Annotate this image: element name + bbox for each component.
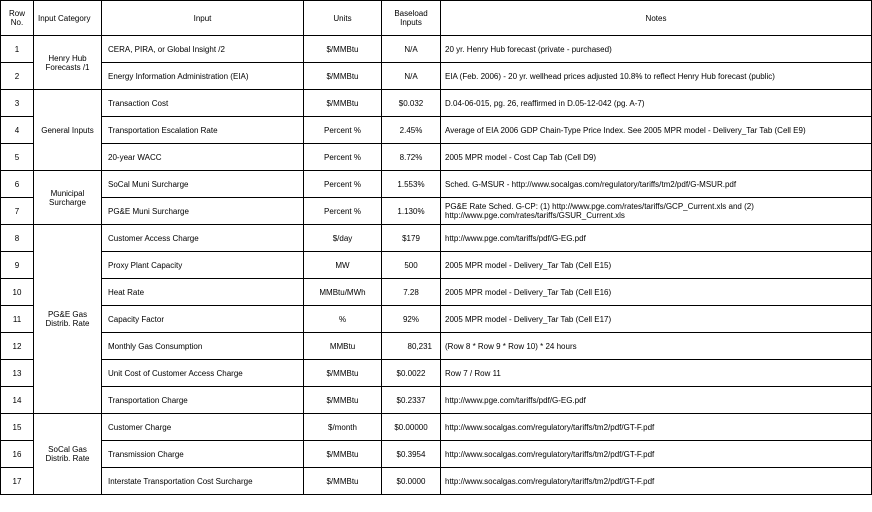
units-cell: $/MMBtu [304,90,382,117]
table-row [1,117,872,144]
input-name-cell: Transaction Cost [102,90,304,117]
row-number-cell: 15 [1,414,34,441]
row-number-cell: 5 [1,144,34,171]
table-row [1,90,872,117]
units-cell: $/month [304,414,382,441]
row-number-cell: 17 [1,468,34,495]
notes-cell: Row 7 / Row 11 [441,360,872,387]
row-number-cell: 1 [1,36,34,63]
notes-cell: Sched. G-MSUR - http://www.socalgas.com/regulatory/tariffs/tm2/pdf/G-MSUR.pdf [441,171,872,198]
units-cell: MMBtu [304,333,382,360]
units-cell: $/MMBtu [304,468,382,495]
header-input-category: Input Category [34,1,102,36]
baseload-value-cell: N/A [382,36,441,63]
units-cell: $/MMBtu [304,63,382,90]
header-units: Units [304,1,382,36]
input-name-cell: Unit Cost of Customer Access Charge [102,360,304,387]
baseload-value-cell: $179 [382,225,441,252]
notes-cell: EIA (Feb. 2006) - 20 yr. wellhead prices adjusted 10.8% to reflect Henry Hub forecast (public) [441,63,872,90]
units-cell: Percent % [304,117,382,144]
units-cell: MMBtu/MWh [304,279,382,306]
notes-cell: (Row 8 * Row 9 * Row 10) * 24 hours [441,333,872,360]
table-row [1,306,872,333]
units-cell: $/MMBtu [304,387,382,414]
input-name-cell: PG&E Muni Surcharge [102,198,304,225]
row-number-cell: 11 [1,306,34,333]
category-cell-general: General Inputs [34,90,102,171]
input-name-cell: Transportation Escalation Rate [102,117,304,144]
baseload-value-cell: 1.553% [382,171,441,198]
table-row [1,63,872,90]
input-name-cell: Capacity Factor [102,306,304,333]
notes-cell: 2005 MPR model - Delivery_Tar Tab (Cell E17) [441,306,872,333]
input-name-cell: Transportation Charge [102,387,304,414]
notes-cell: http://www.socalgas.com/regulatory/tariffs/tm2/pdf/GT-F.pdf [441,468,872,495]
baseload-value-cell: $0.00000 [382,414,441,441]
row-number-cell: 12 [1,333,34,360]
table-row [1,387,872,414]
table-row [1,36,872,63]
notes-cell: 2005 MPR model - Delivery_Tar Tab (Cell E16) [441,279,872,306]
input-name-cell: Customer Access Charge [102,225,304,252]
input-name-cell: SoCal Muni Surcharge [102,171,304,198]
input-name-cell: Heat Rate [102,279,304,306]
row-number-cell: 14 [1,387,34,414]
row-number-cell: 3 [1,90,34,117]
row-number-cell: 16 [1,441,34,468]
header-notes: Notes [441,1,872,36]
notes-cell: D.04-06-015, pg. 26, reaffirmed in D.05-12-042 (pg. A-7) [441,90,872,117]
notes-cell: PG&E Rate Sched. G-CP: (1) http://www.pge.com/rates/tariffs/GCP_Current.xls and (2) http://www.pge.com/rates/tariffs/GSUR_Current.xls [441,198,872,225]
header-row [1,1,872,36]
table-row [1,468,872,495]
category-cell-municipal: Municipal Surcharge [34,171,102,225]
input-name-cell: Interstate Transportation Cost Surcharge [102,468,304,495]
notes-cell: http://www.socalgas.com/regulatory/tariffs/tm2/pdf/GT-F.pdf [441,441,872,468]
units-cell: $/MMBtu [304,441,382,468]
category-cell-socal: SoCal Gas Distrib. Rate [34,414,102,495]
notes-cell: http://www.socalgas.com/regulatory/tariffs/tm2/pdf/GT-F.pdf [441,414,872,441]
input-name-cell: Transmission Charge [102,441,304,468]
header-baseload-inputs: Baseload Inputs [382,1,441,36]
input-name-cell: Energy Information Administration (EIA) [102,63,304,90]
row-number-cell: 6 [1,171,34,198]
notes-cell: http://www.pge.com/tariffs/pdf/G-EG.pdf [441,387,872,414]
baseload-value-cell: $0.0000 [382,468,441,495]
table-row [1,441,872,468]
table-row [1,279,872,306]
input-name-cell: 20-year WACC [102,144,304,171]
baseload-value-cell: N/A [382,63,441,90]
input-name-cell: CERA, PIRA, or Global Insight /2 [102,36,304,63]
row-number-cell: 13 [1,360,34,387]
input-name-cell: Monthly Gas Consumption [102,333,304,360]
category-cell-pge: PG&E Gas Distrib. Rate [34,225,102,414]
baseload-value-cell: $0.032 [382,90,441,117]
table-row [1,225,872,252]
baseload-value-cell: 7.28 [382,279,441,306]
units-cell: Percent % [304,144,382,171]
units-cell: Percent % [304,171,382,198]
category-cell-henry-hub: Henry Hub Forecasts /1 [34,36,102,90]
baseload-value-cell: 80,231 [382,333,441,360]
units-cell: MW [304,252,382,279]
header-row-no: Row No. [1,1,34,36]
baseload-value-cell: 1.130% [382,198,441,225]
baseload-value-cell: 92% [382,306,441,333]
row-number-cell: 2 [1,63,34,90]
notes-cell: Average of EIA 2006 GDP Chain-Type Price Index. See 2005 MPR model - Delivery_Tar Tab (Cell E9) [441,117,872,144]
units-cell: $/MMBtu [304,360,382,387]
row-number-cell: 10 [1,279,34,306]
input-name-cell: Proxy Plant Capacity [102,252,304,279]
header-input: Input [102,1,304,36]
baseload-value-cell: 8.72% [382,144,441,171]
table-row [1,198,872,225]
units-cell: $/day [304,225,382,252]
table-row [1,360,872,387]
notes-cell: http://www.pge.com/tariffs/pdf/G-EG.pdf [441,225,872,252]
notes-cell: 20 yr. Henry Hub forecast (private - purchased) [441,36,872,63]
table-row [1,414,872,441]
table-row [1,171,872,198]
table-row [1,252,872,279]
baseload-value-cell: 2.45% [382,117,441,144]
table-row [1,144,872,171]
row-number-cell: 8 [1,225,34,252]
notes-cell: 2005 MPR model - Cost Cap Tab (Cell D9) [441,144,872,171]
units-cell: $/MMBtu [304,36,382,63]
units-cell: Percent % [304,198,382,225]
row-number-cell: 9 [1,252,34,279]
notes-cell: 2005 MPR model - Delivery_Tar Tab (Cell E15) [441,252,872,279]
row-number-cell: 4 [1,117,34,144]
input-name-cell: Customer Charge [102,414,304,441]
table-row [1,333,872,360]
units-cell: % [304,306,382,333]
row-number-cell: 7 [1,198,34,225]
baseload-value-cell: $0.3954 [382,441,441,468]
baseload-value-cell: $0.2337 [382,387,441,414]
baseload-value-cell: 500 [382,252,441,279]
baseload-value-cell: $0.0022 [382,360,441,387]
